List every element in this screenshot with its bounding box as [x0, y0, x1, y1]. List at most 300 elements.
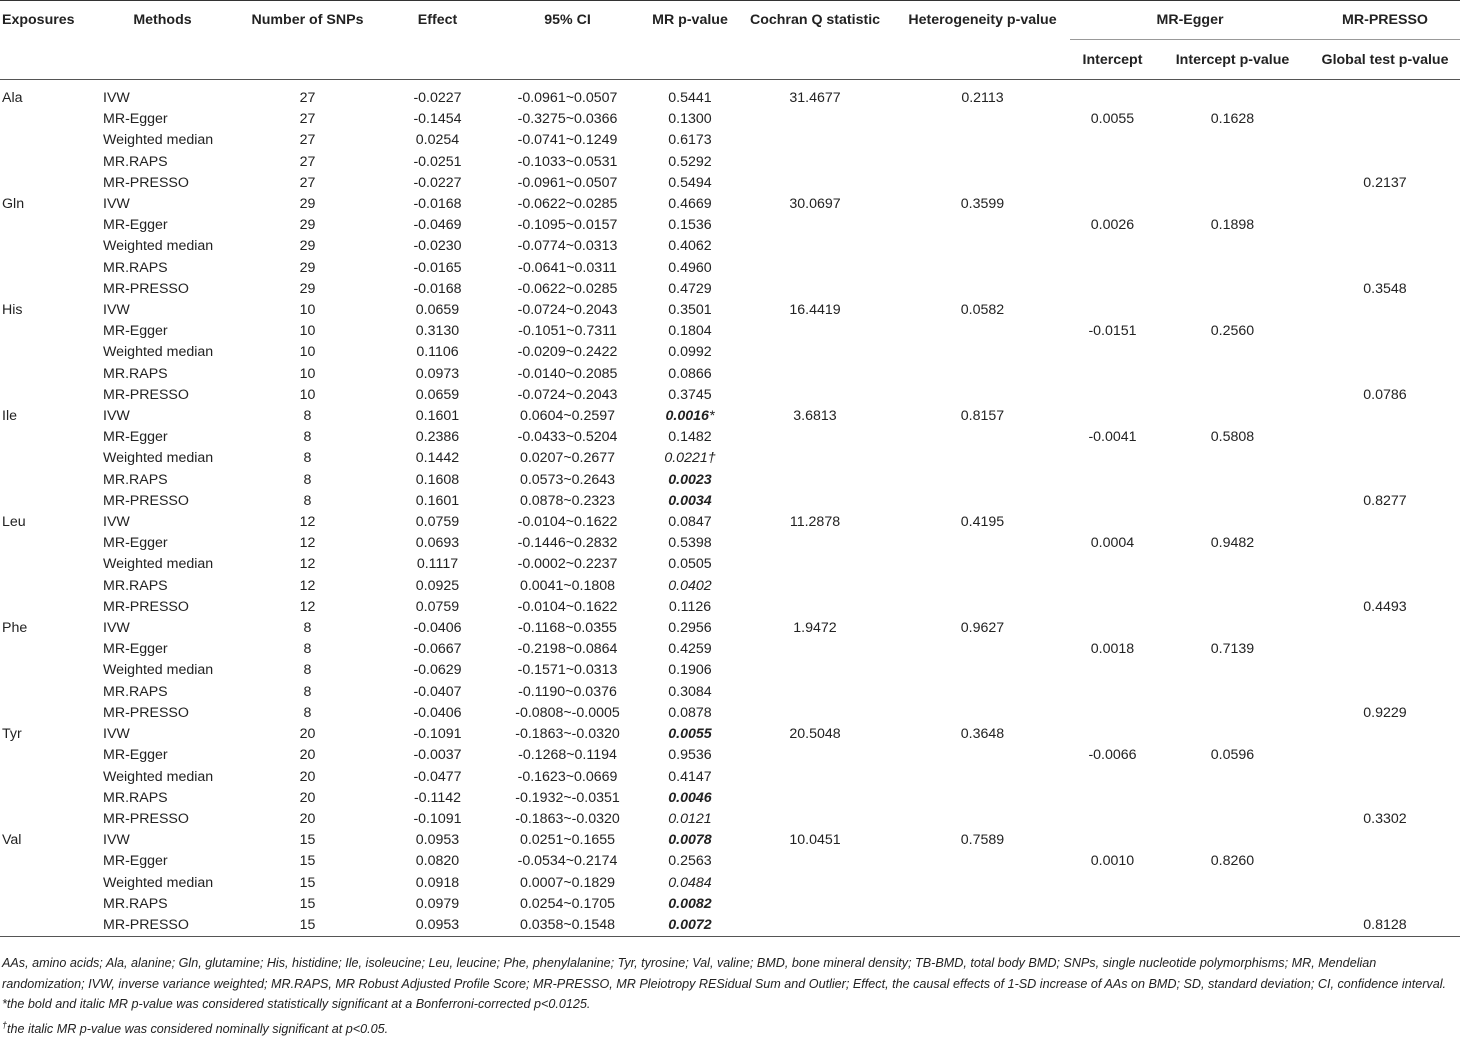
- effect-cell: 0.0759: [415, 514, 460, 531]
- effect-cell: 0.0973: [415, 365, 460, 382]
- intercept-p-cell: [1155, 342, 1310, 363]
- snp-count-cell: 8: [303, 620, 312, 637]
- intercept-cell: 0.0026: [1090, 217, 1135, 234]
- snp-count-cell: 27: [299, 174, 316, 191]
- intercept-p-cell: [1155, 258, 1310, 279]
- intercept-cell: [1070, 152, 1155, 173]
- effect-cell: -0.0407: [413, 683, 462, 700]
- ci-cell: 0.0207~0.2677: [519, 450, 616, 467]
- heterogeneity-p-cell: [895, 236, 1070, 257]
- mr-p-cell: [645, 554, 735, 575]
- cochran-q-cell: [735, 342, 895, 363]
- intercept-p-cell: [1155, 724, 1310, 745]
- method-cell: MR-Egger: [103, 217, 168, 234]
- cochran-q-cell: 3.6813: [793, 408, 837, 425]
- exposure-cell: [0, 660, 95, 681]
- exposure-cell: [0, 894, 95, 915]
- intercept-p-cell: [1155, 385, 1310, 406]
- ci-cell: -0.0104~0.1622: [517, 598, 618, 615]
- intercept-p-cell: [1155, 236, 1310, 257]
- intercept-p-cell: [1155, 279, 1310, 300]
- heterogeneity-p-cell: [895, 215, 1070, 236]
- exposure-cell: [0, 364, 95, 385]
- header-global-test-p: Global test p-value: [1310, 40, 1460, 80]
- mr-p-cell: [645, 851, 735, 872]
- ci-cell: -0.1623~0.0669: [517, 768, 618, 785]
- cochran-q-cell: [735, 597, 895, 618]
- snp-count-cell: 20: [299, 726, 316, 743]
- ci-cell: -0.0209~0.2422: [517, 344, 618, 361]
- mr-p-cell: [645, 660, 735, 681]
- table-row: [0, 873, 1460, 894]
- snp-count-cell: 12: [299, 577, 316, 594]
- global-test-p-cell: [1310, 364, 1460, 385]
- global-test-p-cell: 0.2137: [1363, 174, 1407, 191]
- mr-p-cell: [645, 767, 735, 788]
- method-cell: MR.RAPS: [103, 789, 168, 806]
- intercept-cell: [1070, 788, 1155, 809]
- mr-p-cell: [645, 194, 735, 215]
- mr-p-value: 0.0847: [668, 514, 712, 531]
- intercept-cell: 0.0010: [1090, 853, 1135, 870]
- snp-count-cell: 20: [299, 810, 316, 827]
- effect-cell: -0.0230: [413, 238, 462, 255]
- effect-cell: -0.1091: [413, 726, 462, 743]
- intercept-cell: [1070, 491, 1155, 512]
- table-row: [0, 258, 1460, 279]
- exposure-cell: [0, 745, 95, 766]
- cochran-q-cell: [735, 258, 895, 279]
- ci-cell: -0.0961~0.0507: [517, 90, 618, 106]
- heterogeneity-p-cell: [895, 279, 1070, 300]
- intercept-cell: 0.0055: [1090, 111, 1135, 128]
- cochran-q-cell: [735, 873, 895, 894]
- mr-p-cell: [645, 448, 735, 469]
- ci-cell: -0.1051~0.7311: [518, 323, 617, 340]
- intercept-p-cell: [1155, 618, 1310, 639]
- global-test-p-cell: [1310, 152, 1460, 173]
- heterogeneity-p-cell: [895, 173, 1070, 194]
- mr-p-value: 0.5494: [668, 174, 712, 191]
- mr-p-cell: [645, 745, 735, 766]
- footnote-abbreviations: AAs, amino acids; Ala, alanine; Gln, glutamine; His, histidine; Ile, isoleucine; Leu, leucine; Phe, phenylalanine; Tyr, tyrosine; Val, valine; BMD, bone mineral density; TB-BMD, total body BMD; SNPs, single nucleotide polymorphisms; MR, Mendelian randomization; IVW, inverse variance weighted; MR.RAPS, MR Robust Adjusted Profile Score; MR-PRESSO, MR Pleiotropy RESidual Sum and Outlier; Effect, the causal effects of 1-SD increase of AAs on BMD; SD, standard deviation; CI, confidence interval.: [2, 956, 1447, 991]
- snp-count-cell: 8: [303, 683, 312, 700]
- mr-p-value: 0.2956: [668, 620, 712, 637]
- heterogeneity-p-cell: 0.3648: [960, 726, 1005, 743]
- snp-count-cell: 10: [299, 344, 316, 361]
- mr-p-value: 0.0034: [668, 492, 712, 509]
- mr-p-cell: [645, 88, 735, 109]
- cochran-q-cell: [735, 215, 895, 236]
- intercept-p-cell: [1155, 788, 1310, 809]
- effect-cell: 0.1601: [415, 492, 460, 509]
- mr-p-cell: [645, 470, 735, 491]
- method-cell: MR-Egger: [103, 535, 168, 552]
- ci-cell: -0.0622~0.0285: [517, 280, 618, 297]
- global-test-p-cell: [1310, 448, 1460, 469]
- table-row: [0, 618, 1460, 639]
- method-cell: MR-Egger: [103, 747, 168, 764]
- snp-count-cell: 27: [299, 111, 316, 128]
- method-cell: Weighted median: [103, 768, 214, 785]
- mr-p-cell: [645, 639, 735, 660]
- cochran-q-cell: [735, 109, 895, 130]
- exposure-cell: [0, 639, 95, 660]
- ci-cell: 0.0254~0.1705: [519, 895, 616, 912]
- intercept-p-cell: 0.1898: [1210, 217, 1255, 234]
- intercept-p-cell: [1155, 767, 1310, 788]
- effect-cell: -0.0168: [413, 196, 462, 213]
- global-test-p-cell: [1310, 639, 1460, 660]
- intercept-p-cell: [1155, 660, 1310, 681]
- table-row: [0, 300, 1460, 321]
- exposure-cell: [0, 576, 95, 597]
- heterogeneity-p-cell: 0.0582: [960, 302, 1005, 319]
- effect-cell: 0.0953: [385, 915, 490, 937]
- intercept-cell: 0.0004: [1090, 535, 1135, 552]
- heterogeneity-p-cell: [895, 851, 1070, 872]
- ci-cell: -0.0724~0.2043: [517, 302, 618, 319]
- global-test-p-cell: [1310, 406, 1460, 427]
- exposure-cell: [0, 470, 95, 491]
- cochran-q-cell: [735, 767, 895, 788]
- mr-p-cell: [645, 915, 735, 937]
- heterogeneity-p-cell: [895, 873, 1070, 894]
- table-row: [0, 533, 1460, 554]
- exposure-cell: Ala: [2, 90, 23, 106]
- ci-cell: -0.0808~-0.0005: [515, 704, 620, 721]
- method-cell: MR.RAPS: [103, 895, 168, 912]
- table-row: [0, 491, 1460, 512]
- effect-cell: 0.0918: [415, 874, 460, 891]
- footnote-mark: *: [708, 408, 715, 425]
- mr-p-cell: [645, 618, 735, 639]
- snp-count-cell: 12: [299, 514, 316, 531]
- table-row: [0, 152, 1460, 173]
- exposure-cell: [0, 533, 95, 554]
- cochran-q-cell: [735, 639, 895, 660]
- mr-p-value: 0.1804: [668, 323, 712, 340]
- exposure-cell: [0, 109, 95, 130]
- mr-p-value: 0.1126: [668, 598, 712, 615]
- snp-count-cell: 10: [299, 302, 316, 319]
- table-row: [0, 682, 1460, 703]
- mr-p-value: 0.4729: [668, 280, 712, 297]
- mr-p-cell: [645, 830, 735, 851]
- mr-p-value: 0.1482: [668, 429, 712, 446]
- mr-p-value: 0.4960: [668, 259, 712, 276]
- effect-cell: -0.0227: [413, 90, 462, 106]
- effect-cell: 0.1442: [415, 450, 460, 467]
- exposure-cell: His: [2, 302, 23, 319]
- cochran-q-cell: [735, 152, 895, 173]
- mr-p-cell: [645, 788, 735, 809]
- exposure-cell: [0, 173, 95, 194]
- heterogeneity-p-cell: [895, 788, 1070, 809]
- header-methods: Methods: [95, 1, 230, 40]
- mr-p-value: 0.0072: [668, 916, 712, 933]
- exposure-cell: [0, 915, 95, 937]
- mr-p-value: 0.0878: [668, 704, 712, 721]
- ci-cell: -0.0641~0.0311: [518, 259, 617, 276]
- exposure-cell: [0, 279, 95, 300]
- ci-cell: -0.1168~0.0355: [518, 620, 617, 637]
- effect-cell: -0.1142: [413, 789, 462, 806]
- method-cell: Weighted median: [103, 662, 214, 679]
- mr-p-value: 0.4259: [668, 641, 712, 658]
- intercept-p-cell: [1155, 152, 1310, 173]
- mr-p-value: 0.6173: [668, 132, 712, 149]
- table-row: [0, 767, 1460, 788]
- global-test-p-cell: [1310, 724, 1460, 745]
- mr-p-value: 0.2563: [668, 853, 712, 870]
- mr-p-value: 0.0055: [668, 726, 712, 743]
- heterogeneity-p-cell: [895, 894, 1070, 915]
- intercept-p-cell: 0.5808: [1210, 429, 1255, 446]
- heterogeneity-p-cell: 0.2113: [961, 90, 1004, 106]
- table-row: [0, 597, 1460, 618]
- intercept-p-cell: [1155, 448, 1310, 469]
- global-test-p-cell: [1310, 236, 1460, 257]
- mr-p-cell: [645, 576, 735, 597]
- exposure-cell: [0, 851, 95, 872]
- global-test-p-cell: 0.4493: [1363, 598, 1407, 615]
- method-cell: MR.RAPS: [103, 683, 168, 700]
- method-cell: Weighted median: [103, 132, 214, 149]
- intercept-cell: [1070, 88, 1155, 109]
- snp-count-cell: 10: [299, 365, 316, 382]
- intercept-cell: [1070, 830, 1155, 851]
- mr-p-cell: [645, 279, 735, 300]
- method-cell: MR-PRESSO: [103, 598, 189, 615]
- cochran-q-cell: [735, 448, 895, 469]
- method-cell: IVW: [103, 620, 130, 637]
- method-cell: IVW: [103, 90, 130, 106]
- method-cell: Weighted median: [103, 238, 214, 255]
- intercept-cell: -0.0041: [1088, 429, 1137, 446]
- cochran-q-cell: 31.4677: [789, 90, 841, 106]
- mr-p-cell: [645, 533, 735, 554]
- header-heterogeneity-p: Heterogeneity p-value: [895, 1, 1070, 40]
- snp-count-cell: 10: [299, 386, 316, 403]
- intercept-p-cell: [1155, 682, 1310, 703]
- intercept-cell: [1070, 809, 1155, 830]
- table-row: [0, 236, 1460, 257]
- header-mr-p-value: MR p-value: [645, 1, 735, 40]
- table-body: [0, 80, 1460, 937]
- mr-p-value: 0.5441: [668, 90, 712, 106]
- intercept-cell: [1070, 364, 1155, 385]
- heterogeneity-p-cell: [895, 258, 1070, 279]
- method-cell: MR-Egger: [103, 111, 168, 128]
- mr-p-value: 0.1906: [668, 662, 712, 679]
- effect-cell: 0.1106: [416, 344, 459, 361]
- intercept-cell: [1070, 703, 1155, 724]
- mr-p-value: 0.0221: [664, 450, 708, 467]
- table-row: [0, 809, 1460, 830]
- exposure-cell: [0, 321, 95, 342]
- effect-cell: 0.2386: [415, 429, 460, 446]
- snp-count-cell: 27: [299, 132, 316, 149]
- cochran-q-cell: 20.5048: [789, 726, 841, 743]
- global-test-p-cell: 0.3548: [1363, 280, 1407, 297]
- table-row: [0, 88, 1460, 109]
- snp-count-cell: 8: [303, 471, 312, 488]
- snp-count-cell: 12: [299, 556, 316, 573]
- ci-cell: 0.0041~0.1808: [519, 577, 616, 594]
- table-row: [0, 385, 1460, 406]
- global-test-p-cell: [1310, 258, 1460, 279]
- mr-p-value: 0.5398: [668, 535, 712, 552]
- intercept-cell: [1070, 576, 1155, 597]
- intercept-cell: [1070, 894, 1155, 915]
- mr-p-cell: [645, 152, 735, 173]
- header-exposures: Exposures: [0, 1, 95, 40]
- cochran-q-cell: [735, 427, 895, 448]
- mr-p-value: 0.3084: [668, 683, 712, 700]
- mr-p-value: 0.1536: [668, 217, 712, 234]
- effect-cell: 0.0953: [415, 832, 460, 849]
- mr-p-value: 0.0121: [668, 810, 712, 827]
- intercept-cell: [1070, 342, 1155, 363]
- header-intercept-p: Intercept p-value: [1155, 40, 1310, 80]
- snp-count-cell: 8: [303, 704, 312, 721]
- mr-p-value: 0.0992: [668, 344, 712, 361]
- ci-cell: -0.0002~0.2237: [517, 556, 618, 573]
- intercept-p-cell: [1155, 597, 1310, 618]
- intercept-p-cell: 0.1628: [1210, 111, 1255, 128]
- mr-p-cell: [645, 724, 735, 745]
- heterogeneity-p-cell: [895, 554, 1070, 575]
- table-row: [0, 745, 1460, 766]
- intercept-p-cell: [1155, 470, 1310, 491]
- effect-cell: -0.0477: [413, 768, 462, 785]
- intercept-p-cell: 0.0596: [1210, 747, 1255, 764]
- snp-count-cell: 27: [299, 153, 316, 170]
- snp-count-cell: 15: [299, 874, 316, 891]
- heterogeneity-p-cell: [895, 470, 1070, 491]
- global-test-p-cell: 0.8277: [1363, 492, 1407, 509]
- ci-cell: -0.0140~0.2085: [517, 365, 618, 382]
- global-test-p-cell: [1310, 576, 1460, 597]
- mr-p-cell: [645, 491, 735, 512]
- table-row: [0, 639, 1460, 660]
- intercept-p-cell: [1155, 915, 1310, 937]
- global-test-p-cell: 0.8128: [1310, 915, 1460, 937]
- intercept-cell: [1070, 660, 1155, 681]
- method-cell: Weighted median: [103, 450, 214, 467]
- method-cell: IVW: [103, 832, 130, 849]
- ci-cell: -0.1033~0.0531: [517, 153, 618, 170]
- header-intercept: Intercept: [1070, 40, 1155, 80]
- cochran-q-cell: [735, 130, 895, 151]
- method-cell: MR.RAPS: [103, 259, 168, 276]
- heterogeneity-p-cell: [895, 809, 1070, 830]
- global-test-p-cell: [1310, 873, 1460, 894]
- ci-cell: -0.0961~0.0507: [517, 174, 618, 191]
- cochran-q-cell: [735, 470, 895, 491]
- ci-cell: 0.0358~0.1548: [490, 915, 645, 937]
- effect-cell: 0.1601: [415, 408, 460, 425]
- heterogeneity-p-cell: [895, 767, 1070, 788]
- snp-count-cell: 29: [299, 259, 316, 276]
- intercept-p-cell: [1155, 88, 1310, 109]
- snp-count-cell: 15: [299, 853, 316, 870]
- heterogeneity-p-cell: [895, 639, 1070, 660]
- mr-p-value: 0.0082: [668, 895, 712, 912]
- table-row: [0, 321, 1460, 342]
- cochran-q-cell: [735, 173, 895, 194]
- method-cell: MR.RAPS: [103, 365, 168, 382]
- effect-cell: 0.0254: [415, 132, 460, 149]
- mr-p-cell: [645, 364, 735, 385]
- mr-p-cell: [645, 109, 735, 130]
- ci-cell: -0.0534~0.2174: [517, 853, 618, 870]
- mr-p-value: 0.0078: [668, 832, 712, 849]
- cochran-q-cell: [735, 788, 895, 809]
- global-test-p-cell: 0.0786: [1363, 386, 1407, 403]
- ci-cell: -0.0433~0.5204: [517, 429, 618, 446]
- effect-cell: 0.3130: [415, 323, 460, 340]
- heterogeneity-p-cell: [895, 427, 1070, 448]
- global-test-p-cell: [1310, 894, 1460, 915]
- intercept-p-cell: 0.7139: [1210, 641, 1255, 658]
- mr-p-cell: [645, 406, 735, 427]
- mr-p-value: 0.9536: [668, 747, 712, 764]
- cochran-q-cell: [735, 915, 895, 937]
- ci-cell: -0.0104~0.1622: [517, 514, 618, 531]
- snp-count-cell: 20: [299, 789, 316, 806]
- method-cell: MR.RAPS: [103, 471, 168, 488]
- ci-cell: -0.0622~0.0285: [517, 196, 618, 213]
- mr-p-cell: [645, 809, 735, 830]
- cochran-q-cell: [735, 851, 895, 872]
- table-row: [0, 724, 1460, 745]
- method-cell: MR-Egger: [103, 853, 168, 870]
- intercept-cell: -0.0151: [1088, 323, 1137, 340]
- intercept-cell: [1070, 470, 1155, 491]
- cochran-q-cell: 16.4419: [789, 302, 841, 319]
- table-row: [0, 342, 1460, 363]
- intercept-cell: -0.0066: [1088, 747, 1137, 764]
- intercept-cell: [1070, 512, 1155, 533]
- ci-cell: -0.0741~0.1249: [517, 132, 618, 149]
- global-test-p-cell: [1310, 745, 1460, 766]
- intercept-p-cell: [1155, 873, 1310, 894]
- mr-p-value: 0.4669: [668, 196, 712, 213]
- cochran-q-cell: [735, 279, 895, 300]
- intercept-cell: [1070, 300, 1155, 321]
- table-row: [0, 703, 1460, 724]
- intercept-p-cell: 0.8260: [1210, 853, 1255, 870]
- exposure-cell: Gln: [2, 196, 25, 213]
- ci-cell: -0.0724~0.2043: [517, 386, 618, 403]
- heterogeneity-p-cell: [895, 682, 1070, 703]
- dagger-mark: †: [2, 1019, 8, 1030]
- header-effect: Effect: [385, 1, 490, 40]
- method-cell: MR.RAPS: [103, 153, 168, 170]
- effect-cell: -0.0037: [413, 747, 462, 764]
- table-row: [0, 915, 1460, 937]
- table-row: [0, 173, 1460, 194]
- cochran-q-cell: [735, 385, 895, 406]
- heterogeneity-p-cell: [895, 745, 1070, 766]
- header-number-of-snps: Number of SNPs: [230, 1, 385, 40]
- cochran-q-cell: 10.0451: [789, 832, 841, 849]
- method-cell: MR-PRESSO: [95, 915, 230, 937]
- header-mr-egger: MR-Egger: [1070, 1, 1310, 40]
- snp-count-cell: 20: [299, 747, 316, 764]
